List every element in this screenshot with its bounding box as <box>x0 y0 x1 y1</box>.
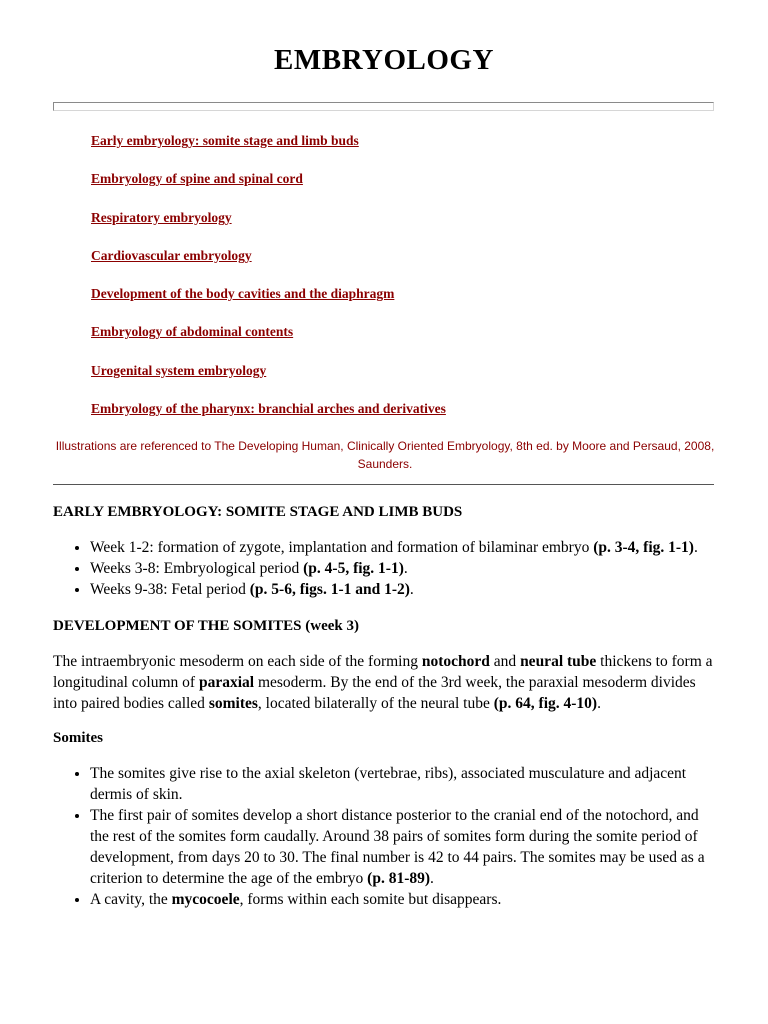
illustration-note: Illustrations are referenced to The Developing Human, Clinically Oriented Embryology, 8th ed. by Moore and Persaud, 2008, Saunders. <box>55 439 715 471</box>
toc-link-respiratory[interactable]: Respiratory embryology <box>91 209 232 225</box>
page-reference: (p. 64, fig. 4-10) <box>493 695 598 712</box>
punctuation: . <box>403 560 408 577</box>
bold-term: notochord <box>421 653 490 670</box>
page-reference: (p. 81-89) <box>367 870 431 887</box>
text-run: and <box>489 653 521 670</box>
toc-link-spine[interactable]: Embryology of spine and spinal cord <box>91 171 303 187</box>
section-divider <box>53 484 714 485</box>
list-item <box>90 805 715 889</box>
somites-list <box>53 763 715 910</box>
section-heading: DEVELOPMENT OF THE SOMITES (week 3) <box>53 618 360 634</box>
bold-term: neural tube <box>520 653 597 670</box>
list-item <box>90 889 715 910</box>
toc-link-pharynx[interactable]: Embryology of the pharynx: branchial arches and derivatives <box>91 401 446 417</box>
list-item-text: Weeks 3-8: Embryological period <box>90 560 304 577</box>
punctuation: . <box>597 695 601 712</box>
toc-item <box>91 132 446 170</box>
list-item <box>90 558 715 579</box>
toc-item <box>91 247 446 285</box>
toc-item <box>91 400 446 438</box>
subsection-heading: Somites <box>53 730 103 746</box>
page-title: EMBRYOLOGY <box>274 44 494 76</box>
toc-item <box>91 285 446 323</box>
punctuation: . <box>430 870 434 887</box>
toc-link-urogenital[interactable]: Urogenital system embryology <box>91 362 267 378</box>
list-item: • The somites give rise to the axial skeleton (vertebrae, ribs), associated musculature and adjacent dermis of skin. <box>90 763 715 805</box>
toc-item <box>91 209 446 247</box>
toc-link-abdominal[interactable]: Embryology of abdominal contents <box>91 324 294 340</box>
main-content <box>53 502 715 926</box>
toc-link-body-cavities[interactable]: Development of the body cavities and the diaphragm <box>91 286 395 302</box>
table-of-contents <box>91 132 446 438</box>
toc-item <box>91 362 446 400</box>
text-run: , forms within each somite but disappears. <box>239 891 502 908</box>
page-reference: (p. 4-5, fig. 1-1) <box>303 560 404 577</box>
list-item <box>90 579 715 600</box>
toc-link-cardiovascular[interactable]: Cardiovascular embryology <box>91 247 252 263</box>
list-item <box>90 537 715 558</box>
list-item-text: Week 1-2: formation of zygote, implantation and formation of bilaminar embryo <box>90 539 594 556</box>
bold-term: mycocoele <box>171 891 240 908</box>
toc-item <box>91 323 446 361</box>
toc-item <box>91 170 446 208</box>
punctuation: . <box>693 539 698 556</box>
text-run: A cavity, the <box>90 891 172 908</box>
page-reference: (p. 5-6, figs. 1-1 and 1-2) <box>249 581 410 598</box>
list-item-text: The first pair of somites develop a short distance posterior to the cranial end of the notochord, and the rest of the somites form caudally. Around 38 pairs of somites form during the somite period of development, from days 20 to 30. The final number is 42 to 44 pairs. The somites may be used as a criterion to determine the age of the embryo <box>90 807 705 887</box>
text-run: The intraembryonic mesoderm on each side of the forming <box>53 653 422 670</box>
page-reference: (p. 3-4, fig. 1-1) <box>593 539 694 556</box>
bold-term: somites <box>208 695 258 712</box>
punctuation: . <box>409 581 414 598</box>
text-run: , located bilaterally of the neural tube <box>257 695 494 712</box>
text-run: thickens to form a longitudinal column of <box>53 653 713 691</box>
toc-link-early-embryology[interactable]: Early embryology: somite stage and limb buds <box>91 133 359 148</box>
body-paragraph <box>53 651 715 714</box>
top-divider <box>53 102 714 111</box>
period-list <box>53 537 715 600</box>
list-item-text: Weeks 9-38: Fetal period <box>90 581 250 598</box>
bold-term: paraxial <box>198 674 255 691</box>
text-run: mesoderm. By the end of the 3rd week, the paraxial mesoderm divides into paired bodies called <box>53 674 696 712</box>
section-heading: EARLY EMBRYOLOGY: SOMITE STAGE AND LIMB BUDS <box>53 504 463 520</box>
